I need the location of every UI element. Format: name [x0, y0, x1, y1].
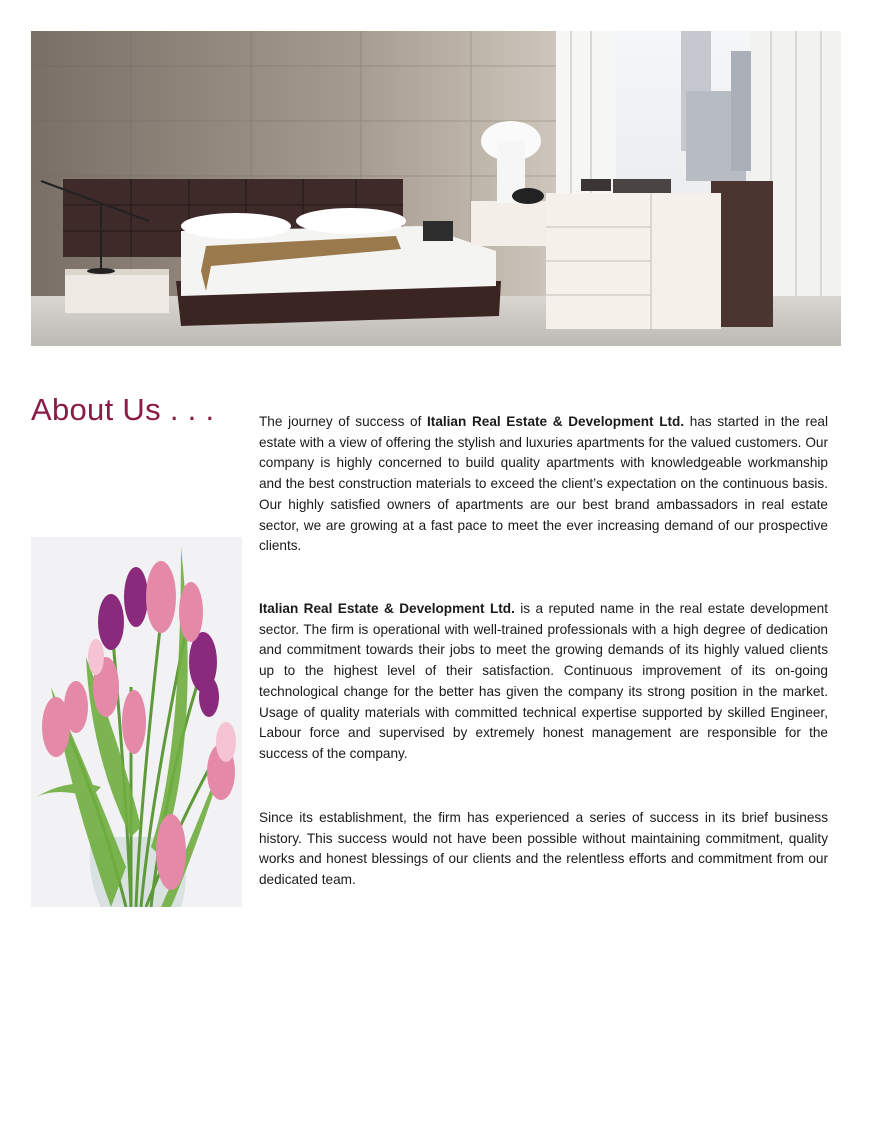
- company-name: Italian Real Estate & Development Ltd.: [427, 414, 685, 429]
- bedroom-image: [31, 31, 841, 346]
- page-title: About Us . . .: [31, 392, 215, 427]
- reputation-paragraph: [259, 599, 828, 765]
- tulips-image: [31, 537, 242, 907]
- intro-body: has started in the real estate with a view of offering the stylish and luxuries apartments for the valued customers. Our company is highly concerned to build quality apartments with knowledgeable workmanship and the best construction materials to exceed the client’s expectation on the continuous basis. Our highly satisfied owners of apartments are our best brand ambassadors in real estate sector, we are growing at a fast pace to meet the ever increasing demand of our prospective clients.: [259, 414, 828, 554]
- intro-paragraph: [259, 412, 828, 557]
- company-name: Italian Real Estate & Development Ltd.: [259, 601, 515, 616]
- history-paragraph: Since its establishment, the firm has experienced a series of success in its brief business history. This success would not have been possible without maintaining commitment, quality works and honest blessings of our clients and the relentless efforts and commitment from our dedicated team.: [259, 810, 828, 888]
- reputation-body: is a reputed name in the real estate development sector. The firm is operational with well-trained professionals with a high degree of dedication and commitment towards their jobs to meet the growing demands of its highly valued clients up to the highest level of their satisfaction. Continuous improvement of its on-going technological change for the better has given the company its strong position in the market. Usage of quality materials with committed technical expertise supported by skilled Engineer, Labour force and supervised by extremely honest management are responsible for the success of the company.: [259, 601, 828, 761]
- intro-prefix: The journey of success of: [259, 414, 428, 429]
